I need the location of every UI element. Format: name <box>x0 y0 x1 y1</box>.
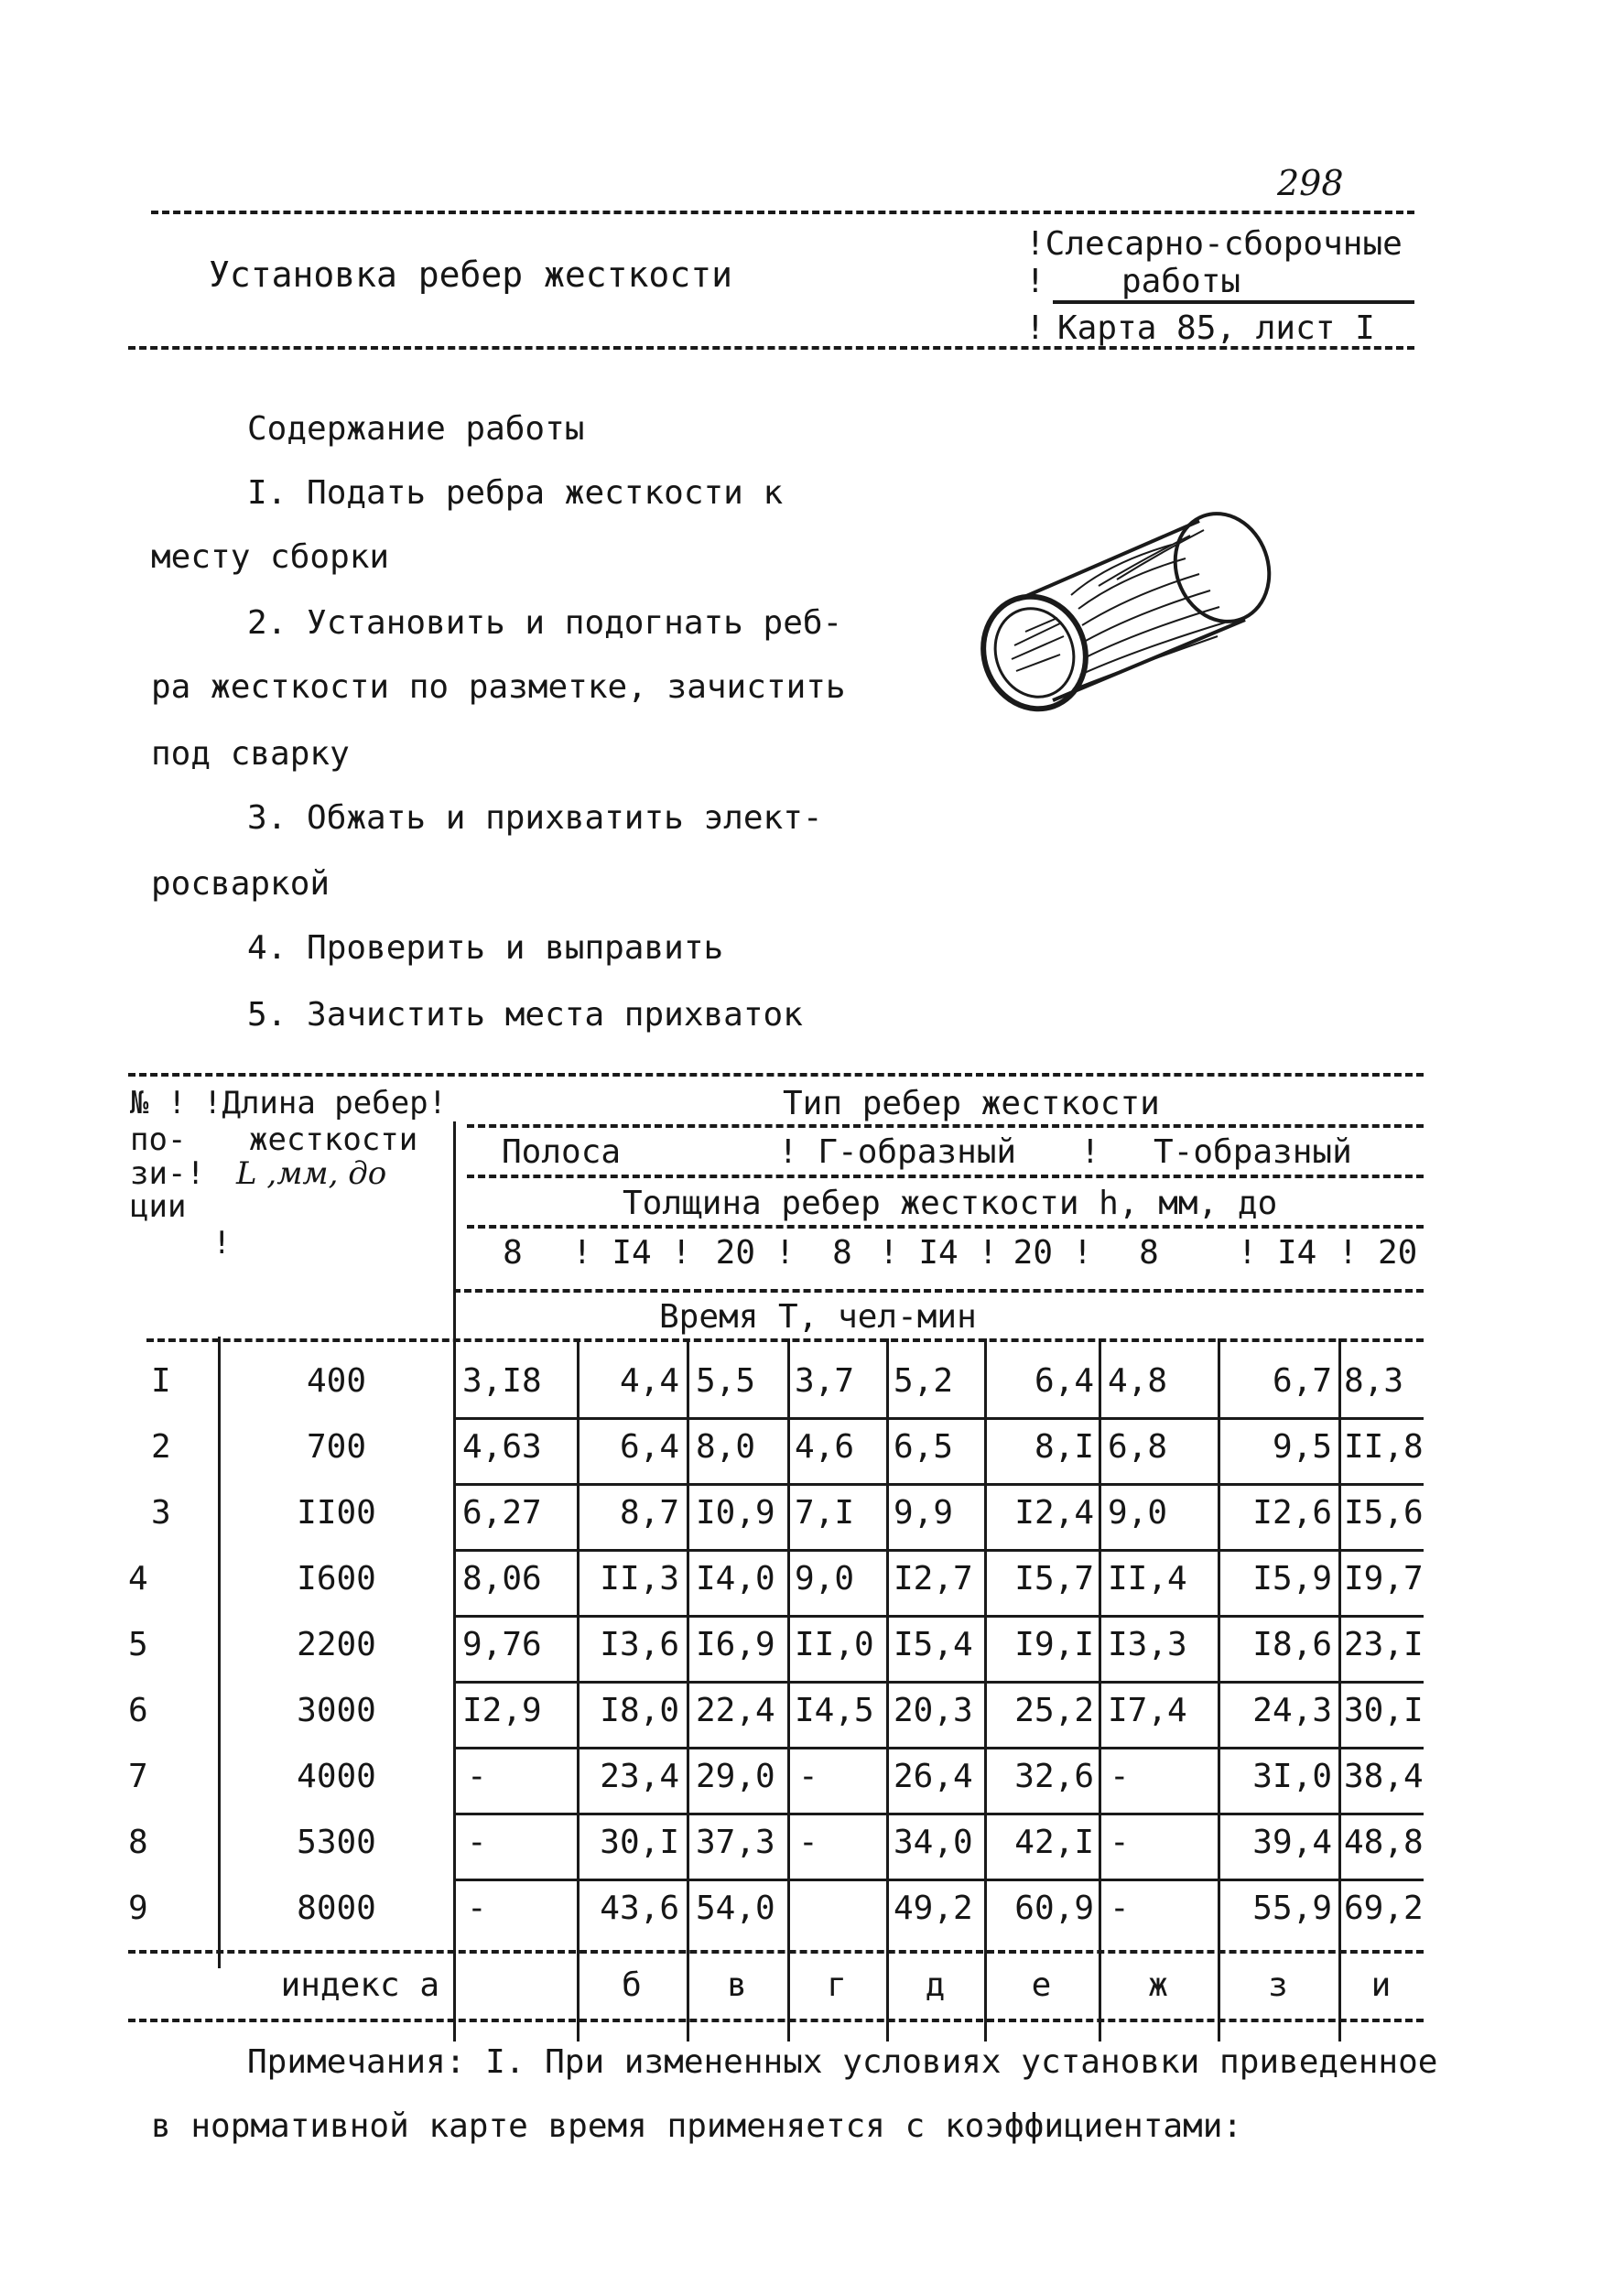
cell-zh: II,4 <box>1108 1560 1187 1597</box>
col-no-header-2: по- <box>130 1121 187 1158</box>
cell-g: - <box>798 1824 818 1861</box>
thickness-header-rule <box>467 1225 1424 1229</box>
cell-e: I9,I <box>1014 1626 1094 1663</box>
cell-i: I9,7 <box>1344 1560 1424 1597</box>
index-letter: д <box>925 1966 946 2004</box>
content-line: 2. Установить и подогнать реб- <box>247 604 843 642</box>
grid-vline <box>453 1121 456 2041</box>
page-number: 298 <box>1277 163 1344 203</box>
cell-i: II,8 <box>1344 1428 1424 1466</box>
time-header-rule <box>146 1338 1424 1342</box>
cell-e: 25,2 <box>1014 1692 1094 1729</box>
cell-z: 6,7 <box>1272 1362 1332 1400</box>
cell-g: - <box>798 1758 818 1795</box>
cell-a: 3,I8 <box>462 1362 542 1400</box>
cell-b: I3,6 <box>600 1626 679 1663</box>
cell-e: 60,9 <box>1014 1890 1094 1927</box>
cell-a: 9,76 <box>462 1626 542 1663</box>
cell-zh: 4,8 <box>1108 1362 1168 1400</box>
cell-v: 29,0 <box>696 1758 775 1795</box>
cell-a: I2,9 <box>462 1692 542 1729</box>
content-line: ра жесткости по разметке, зачистить <box>151 668 846 706</box>
cell-g: 7,I <box>795 1494 855 1532</box>
cell-e: 8,I <box>1034 1428 1094 1466</box>
header-top-rule <box>151 211 1414 214</box>
content-line: 4. Проверить и выправить <box>247 929 724 967</box>
header-title: Установка ребер жесткости <box>209 255 732 295</box>
cell-d: 20,3 <box>894 1692 973 1729</box>
row-rule <box>453 1747 1424 1749</box>
row-rule <box>453 1615 1424 1618</box>
thickness-value: 8 <box>1139 1234 1159 1272</box>
row-rule <box>453 1879 1424 1881</box>
cell-v: 8,0 <box>696 1428 756 1466</box>
cell-v: 5,5 <box>696 1362 756 1400</box>
cell-z: 3I,0 <box>1252 1758 1332 1795</box>
cell-e: 32,6 <box>1014 1758 1094 1795</box>
type-group-separator: ! <box>1080 1133 1100 1171</box>
type-group-tee: Т-образный <box>1154 1133 1352 1171</box>
cell-v: I4,0 <box>696 1560 775 1597</box>
cell-z: 39,4 <box>1252 1824 1332 1861</box>
row-rule <box>453 1813 1424 1815</box>
row-length: 5300 <box>297 1824 376 1861</box>
row-length: 8000 <box>297 1890 376 1927</box>
type-group-strip: Полоса <box>502 1133 622 1171</box>
cell-d: 6,5 <box>894 1428 954 1466</box>
notes-line-2: в нормативной карте время применяется с коэффициентами: <box>151 2107 1243 2145</box>
cell-b: 30,I <box>600 1824 679 1861</box>
cell-i: 48,8 <box>1344 1824 1424 1861</box>
row-rule <box>453 1681 1424 1684</box>
cell-a: 6,27 <box>462 1494 542 1532</box>
cell-e: 42,I <box>1014 1824 1094 1861</box>
cell-b: 6,4 <box>619 1428 679 1466</box>
col-no-header-1: № ! <box>130 1085 187 1121</box>
cell-z: 24,3 <box>1252 1692 1332 1729</box>
grid-vline <box>886 1338 889 2041</box>
content-line: 5. Зачистить места прихваток <box>247 996 803 1034</box>
cell-d: 26,4 <box>894 1758 973 1795</box>
col-no-header-3: зи-! <box>130 1155 205 1192</box>
cell-v: 54,0 <box>696 1890 775 1927</box>
cell-b: II,3 <box>600 1560 679 1597</box>
cell-d: 34,0 <box>894 1824 973 1861</box>
index-letter: и <box>1370 1966 1392 2004</box>
cell-b: 43,6 <box>600 1890 679 1927</box>
cell-e: I5,7 <box>1014 1560 1094 1597</box>
cell-z: I8,6 <box>1252 1626 1332 1663</box>
cell-v: 37,3 <box>696 1824 775 1861</box>
cell-a: 8,06 <box>462 1560 542 1597</box>
grid-vline <box>1338 1338 1341 2041</box>
row-number: 2 <box>151 1428 171 1466</box>
row-number: 5 <box>128 1626 148 1663</box>
grid-vline <box>687 1338 689 2041</box>
thickness-value: 8 <box>832 1234 852 1272</box>
content-heading: Содержание работы <box>247 410 585 448</box>
col-len-header-2: жесткости <box>249 1121 418 1158</box>
row-rule <box>453 1483 1424 1486</box>
cell-a: - <box>467 1890 487 1927</box>
cell-d: 49,2 <box>894 1890 973 1927</box>
thickness-value: 20 ! <box>1013 1234 1093 1272</box>
cell-zh: - <box>1110 1890 1130 1927</box>
cell-a: 4,63 <box>462 1428 542 1466</box>
thickness-value: ! 20 <box>1338 1234 1418 1272</box>
cell-z: I5,9 <box>1252 1560 1332 1597</box>
row-number: 3 <box>151 1494 171 1532</box>
row-number: 4 <box>128 1560 148 1597</box>
cell-d: 9,9 <box>894 1494 954 1532</box>
cell-z: I2,6 <box>1252 1494 1332 1532</box>
type-header-rule <box>467 1124 1424 1128</box>
header-category-marker: ! <box>1025 263 1045 300</box>
header-category-rule <box>1053 300 1414 304</box>
cell-g: I4,5 <box>795 1692 874 1729</box>
cell-zh: 6,8 <box>1108 1428 1168 1466</box>
row-length: I600 <box>297 1560 376 1597</box>
thickness-value: ! I4 <box>1237 1234 1317 1272</box>
row-rule <box>453 1549 1424 1552</box>
cell-v: I0,9 <box>696 1494 775 1532</box>
cell-e: I2,4 <box>1014 1494 1094 1532</box>
index-letter: ж <box>1148 1966 1168 2004</box>
cell-g: 4,6 <box>795 1428 855 1466</box>
col-no-header-5: ! <box>212 1225 232 1262</box>
grid-vline <box>1099 1338 1101 2041</box>
content-line: I. Подать ребра жесткости к <box>247 474 784 512</box>
row-length: II00 <box>297 1494 376 1532</box>
row-length: 700 <box>306 1428 367 1466</box>
thickness-value: 8 <box>503 1234 523 1272</box>
content-line: месту сборки <box>151 538 390 576</box>
cell-a: - <box>467 1758 487 1795</box>
content-line: под сварку <box>151 735 350 773</box>
cell-z: 55,9 <box>1252 1890 1332 1927</box>
cell-zh: - <box>1110 1758 1130 1795</box>
row-length: 400 <box>306 1362 367 1400</box>
cell-d: I2,7 <box>894 1560 973 1597</box>
table-bottom-rule <box>128 2019 1424 2022</box>
index-letter: г <box>827 1966 847 2004</box>
thickness-header: Толщина ребер жесткости h, мм, до <box>623 1185 1278 1222</box>
header-card: Карта 85, лист I <box>1057 309 1375 347</box>
grid-vline <box>787 1338 790 2041</box>
index-label: индекс а <box>280 1966 439 2004</box>
cylinder-with-ribs-illustration <box>970 508 1300 728</box>
row-number: 7 <box>128 1758 148 1795</box>
header-bottom-rule <box>128 346 1414 350</box>
row-number: 6 <box>128 1692 148 1729</box>
row-number: 9 <box>128 1890 148 1927</box>
cell-b: 8,7 <box>619 1494 679 1532</box>
thickness-values-rule <box>453 1289 1424 1293</box>
col-no-header-4: ции <box>130 1188 187 1225</box>
cell-v: I6,9 <box>696 1626 775 1663</box>
row-rule <box>453 1417 1424 1420</box>
cell-z: 9,5 <box>1272 1428 1332 1466</box>
cell-d: 5,2 <box>894 1362 954 1400</box>
content-line: росваркой <box>151 865 330 903</box>
type-header: Тип ребер жесткости <box>783 1085 1160 1122</box>
time-header: Время Т, чел-мин <box>659 1298 977 1336</box>
header-category-line2: работы <box>1121 263 1241 300</box>
row-length: 3000 <box>297 1692 376 1729</box>
cell-v: 22,4 <box>696 1692 775 1729</box>
cell-b: I8,0 <box>600 1692 679 1729</box>
thickness-value: ! I4 ! <box>878 1234 999 1272</box>
content-line: 3. Обжать и прихватить элект- <box>247 799 823 837</box>
header-card-marker: ! <box>1025 309 1045 347</box>
cell-i: 23,I <box>1344 1626 1424 1663</box>
index-letter: з <box>1268 1966 1288 2004</box>
cell-e: 6,4 <box>1034 1362 1094 1400</box>
index-letter: в <box>727 1966 747 2004</box>
cell-d: I5,4 <box>894 1626 973 1663</box>
cell-g: 9,0 <box>795 1560 855 1597</box>
cell-b: 4,4 <box>619 1362 679 1400</box>
type-group-angle: ! Г-образный <box>778 1133 1017 1171</box>
cell-i: 38,4 <box>1344 1758 1424 1795</box>
row-length: 4000 <box>297 1758 376 1795</box>
cell-zh: - <box>1110 1824 1130 1861</box>
row-number: 8 <box>128 1824 148 1861</box>
cell-g: II,0 <box>795 1626 874 1663</box>
cell-zh: 9,0 <box>1108 1494 1168 1532</box>
notes-line-1: Примечания: I. При измененных условиях установки приведенное <box>247 2043 1438 2081</box>
row-length: 2200 <box>297 1626 376 1663</box>
type-group-rule <box>467 1175 1424 1178</box>
cell-i: 8,3 <box>1344 1362 1404 1400</box>
row-number: I <box>151 1362 171 1400</box>
table-rows-bottom-rule <box>128 1950 1424 1954</box>
cell-b: 23,4 <box>600 1758 679 1795</box>
header-category-line1: !Слесарно-сборочные <box>1025 225 1403 263</box>
table-top-rule <box>128 1073 1424 1077</box>
cell-zh: I7,4 <box>1108 1692 1187 1729</box>
cell-a: - <box>467 1824 487 1861</box>
col-len-header-3: L ,мм, до <box>236 1155 387 1192</box>
col-len-header-1: !Длина ребер! <box>203 1085 448 1121</box>
thickness-value: ! I4 ! <box>571 1234 692 1272</box>
cell-i: I5,6 <box>1344 1494 1424 1532</box>
cell-g: 3,7 <box>795 1362 855 1400</box>
cell-i: 69,2 <box>1344 1890 1424 1927</box>
index-letter: б <box>622 1966 642 2004</box>
index-letter: е <box>1031 1966 1052 2004</box>
cell-i: 30,I <box>1344 1692 1424 1729</box>
cell-zh: I3,3 <box>1108 1626 1187 1663</box>
thickness-value: 20 ! <box>715 1234 796 1272</box>
